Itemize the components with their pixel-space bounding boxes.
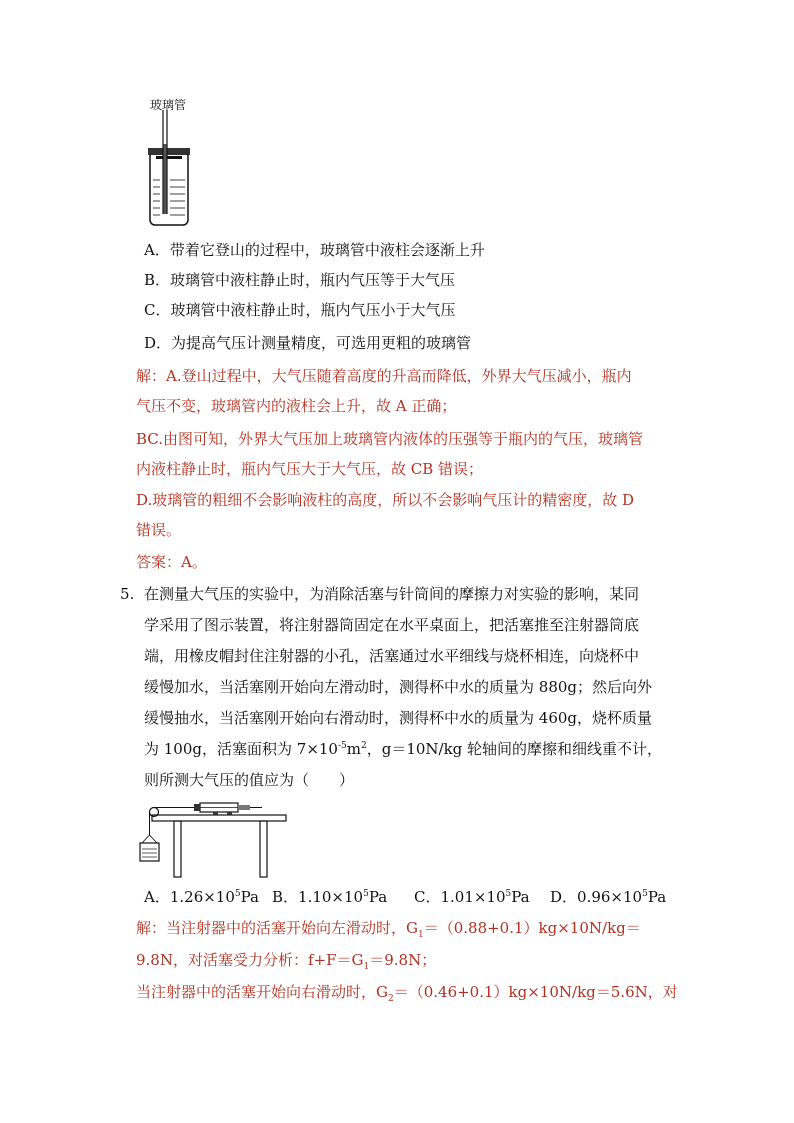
q5-stem-line-5: 缓慢抽水，当活塞刚开始向右滑动时，测得杯中水的质量为 460g，烧杯质量: [144, 709, 653, 727]
q5-option-a: A．$1.26\times 10^5Pa$: [144, 888, 259, 906]
q5-stem-line-7: 则所测大气压的值应为（ ）: [144, 771, 355, 789]
q4-option-a: A．带着它登山的过程中，玻璃管中液柱会逐渐上升: [144, 241, 485, 259]
q4-option-c: C．玻璃管中液柱静止时，瓶内气压小于大气压: [144, 301, 456, 319]
q5-stem-line-3: 端，用橡皮帽封住注射器的小孔，活塞通过水平细线与烧杯相连，向烧杯中: [144, 647, 640, 665]
q5-number: 5.: [120, 585, 135, 603]
q4-option-b: B．玻璃管中液柱静止时，瓶内气压等于大气压: [144, 271, 456, 289]
q4-solution-line-3: BC.由图可知，外界大气压加上玻璃管内液体的压强等于瓶内的气压，玻璃管: [136, 430, 644, 448]
q5-stem-line-4: 缓慢加水，当活塞刚开始向左滑动时，测得杯中水的质量为 880g；然后向外: [144, 678, 653, 696]
q4-solution-line-2: 气压不变，玻璃管内的液柱会上升，故 A 正确；: [136, 397, 457, 415]
bottle-barometer-figure: [136, 96, 196, 230]
q5-option-c: C．$1.01\times 10^5Pa$: [414, 888, 530, 906]
q5-solution-line-3: 当注射器中的活塞开始向右滑动时，$G_2=(0.46+0.1)kg\times 10N/kg=5.6N$，对: [136, 983, 678, 1004]
q5-option-d: D．$0.96\times 10^5Pa$: [550, 888, 667, 906]
q5-stem-line-2: 学采用了图示装置，将注射器筒固定在水平桌面上，把活塞推至注射器筒底: [144, 616, 640, 634]
q4-option-d: D．为提高气压计测量精度，可选用更粗的玻璃管: [144, 334, 472, 352]
q5-stem-line-6: 为 100g，活塞面积为 $7\times 10^{-5}m^2$，g＝10N/kg 轮轴间的摩擦和细线重不计，: [144, 740, 663, 758]
q5-solution-line-2: 9.8N，对活塞受力分析：$f+F=G_1=9.8N$；: [136, 951, 437, 972]
syringe-apparatus-figure: [134, 799, 290, 879]
q4-solution-line-4: 内液柱静止时，瓶内气压大于大气压，故 CB 错误；: [136, 460, 484, 478]
q4-solution-line-6: 错误。: [136, 521, 182, 539]
q4-answer: 答案：A。: [136, 553, 207, 571]
glass-tube-label: 玻璃管: [150, 98, 187, 112]
q5-solution-line-1: 解：当注射器中的活塞开始向左滑动时，$G_1=(0.88+0.1)kg\times 10N/kg=$: [136, 919, 641, 940]
q5-option-b: B．$1.10\times 10^5Pa$: [272, 888, 388, 906]
q5-stem-line-1: 在测量大气压的实验中，为消除活塞与针筒间的摩擦力对实验的影响，某同: [144, 585, 640, 603]
q4-solution-line-1: 解：A.登山过程中，大气压随着高度的升高而降低，外界大气压减小，瓶内: [136, 367, 632, 385]
q4-solution-line-5: D.玻璃管的粗细不会影响液柱的高度，所以不会影响气压计的精密度，故 D: [136, 491, 635, 509]
q5-options: [144, 886, 666, 907]
